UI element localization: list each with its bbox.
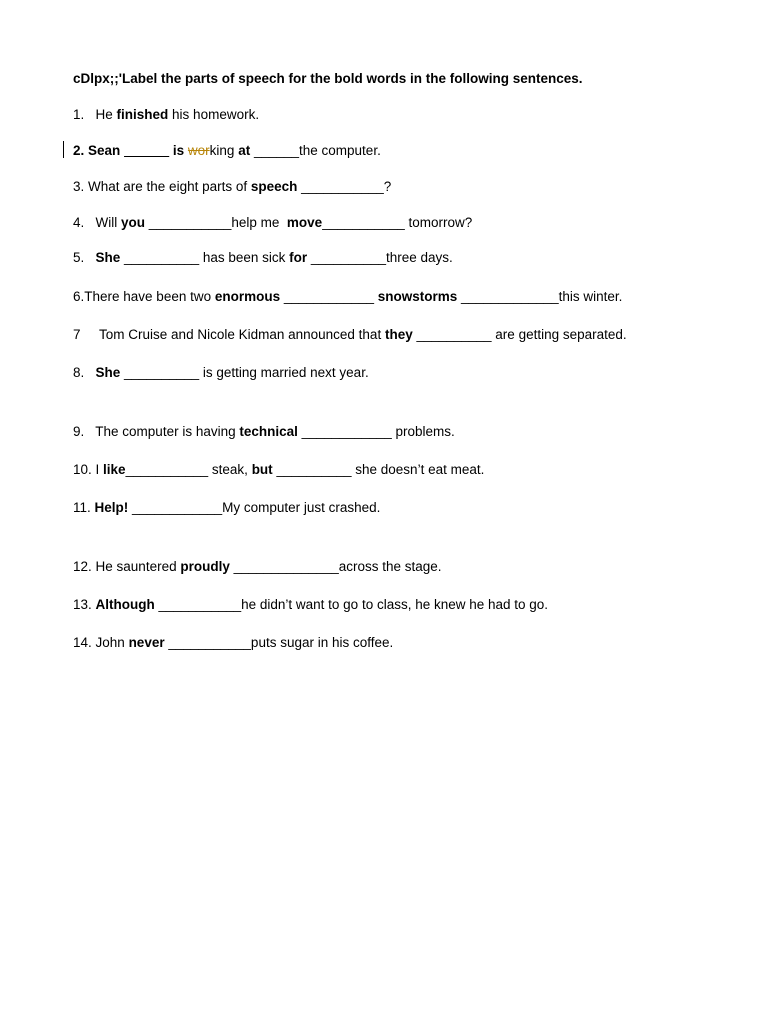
bold-word: She: [95, 365, 121, 380]
sentence-11: [73, 499, 380, 517]
sentence-number: 12.: [73, 559, 96, 574]
bold-word: Help!: [94, 500, 129, 515]
sentence-number: 7: [73, 327, 100, 342]
sentence-number: 9.: [73, 424, 96, 439]
sentence-text: Will: [95, 215, 122, 230]
sentence-1: [73, 106, 259, 124]
bold-word: like: [103, 462, 126, 477]
sentence-text: The computer is having: [95, 424, 240, 439]
sentence-6: [73, 288, 622, 306]
text-cursor: [63, 141, 64, 158]
tracked-deletion: wor: [187, 143, 210, 158]
sentence-text: __________ she doesn’t eat meat.: [272, 462, 485, 477]
bold-word: is: [169, 143, 185, 158]
sentence-14: [73, 634, 393, 652]
sentence-number: 5.: [73, 250, 96, 265]
bold-word: they: [384, 327, 413, 342]
sentence-text: __________ is getting married next year.: [120, 365, 369, 380]
sentence-text: ____________ problems.: [297, 424, 455, 439]
instructions-heading: cDlpx;;'Label the parts of speech for the bold words in the following sentences.: [73, 71, 583, 86]
bold-word: proudly: [180, 559, 230, 574]
sentence-7: [73, 326, 627, 344]
sentence-text: ___________?: [297, 179, 392, 194]
sentence-text: __________ are getting separated.: [412, 327, 627, 342]
sentence-3: [73, 178, 391, 196]
sentence-number: 8.: [73, 365, 96, 380]
answer-blank: ______: [124, 143, 170, 158]
sentence-text: ____________My computer just crashed.: [128, 500, 381, 515]
sentence-13: [73, 596, 548, 614]
sentence-text: ___________ steak,: [125, 462, 252, 477]
sentence-number: 6.: [73, 289, 85, 304]
sentence-text: ___________puts sugar in his coffee.: [164, 635, 394, 650]
sentence-text: his homework.: [168, 107, 260, 122]
sentence-text: king: [209, 143, 239, 158]
sentence-number: 1.: [73, 107, 96, 122]
bold-word: but: [251, 462, 273, 477]
bold-word: Although: [95, 597, 155, 612]
bold-word: She: [95, 250, 121, 265]
bold-word: technical: [239, 424, 298, 439]
sentence-number: 10.: [73, 462, 96, 477]
sentence-2: [73, 142, 381, 160]
bold-word: speech: [250, 179, 298, 194]
sentence-4: [73, 214, 472, 232]
sentence-text: I: [95, 462, 104, 477]
sentence-number: 2.: [73, 143, 89, 158]
sentence-text: He: [95, 107, 117, 122]
sentence-text: __________three days.: [307, 250, 453, 265]
sentence-text: ______the computer.: [250, 143, 381, 158]
sentence-text: _____________this winter.: [457, 289, 623, 304]
sentence-10: [73, 461, 484, 479]
sentence-number: 4.: [73, 215, 96, 230]
bold-word: for: [289, 250, 308, 265]
bold-word: finished: [116, 107, 169, 122]
bold-word: enormous: [214, 289, 281, 304]
bold-word: snowstorms: [377, 289, 458, 304]
sentence-text: There have been two: [84, 289, 215, 304]
sentence-text: ____________: [280, 289, 378, 304]
sentence-9: [73, 423, 455, 441]
sentence-text: ___________ tomorrow?: [322, 215, 473, 230]
sentence-text: ___________he didn’t want to go to class, he knew he had to go.: [154, 597, 549, 612]
sentence-text: Tom Cruise and Nicole Kidman announced that: [99, 327, 385, 342]
sentence-number: 11.: [73, 500, 95, 515]
sentence-text: __________ has been sick: [120, 250, 290, 265]
sentence-number: 14.: [73, 635, 96, 650]
sentence-number: 3.: [73, 179, 89, 194]
sentence-5: [73, 249, 453, 267]
bold-word: never: [128, 635, 165, 650]
sentence-text: He sauntered: [95, 559, 181, 574]
sentence-8: [73, 364, 369, 382]
sentence-text: What are the eight parts of: [88, 179, 251, 194]
sentence-12: [73, 558, 442, 576]
sentence-text: ___________help me: [145, 215, 287, 230]
sentence-number: 13.: [73, 597, 96, 612]
sentence-text: ______________across the stage.: [229, 559, 442, 574]
bold-word: Sean: [88, 143, 121, 158]
bold-word: move: [286, 215, 323, 230]
bold-word: you: [121, 215, 146, 230]
sentence-text: John: [95, 635, 129, 650]
bold-word: at: [238, 143, 251, 158]
